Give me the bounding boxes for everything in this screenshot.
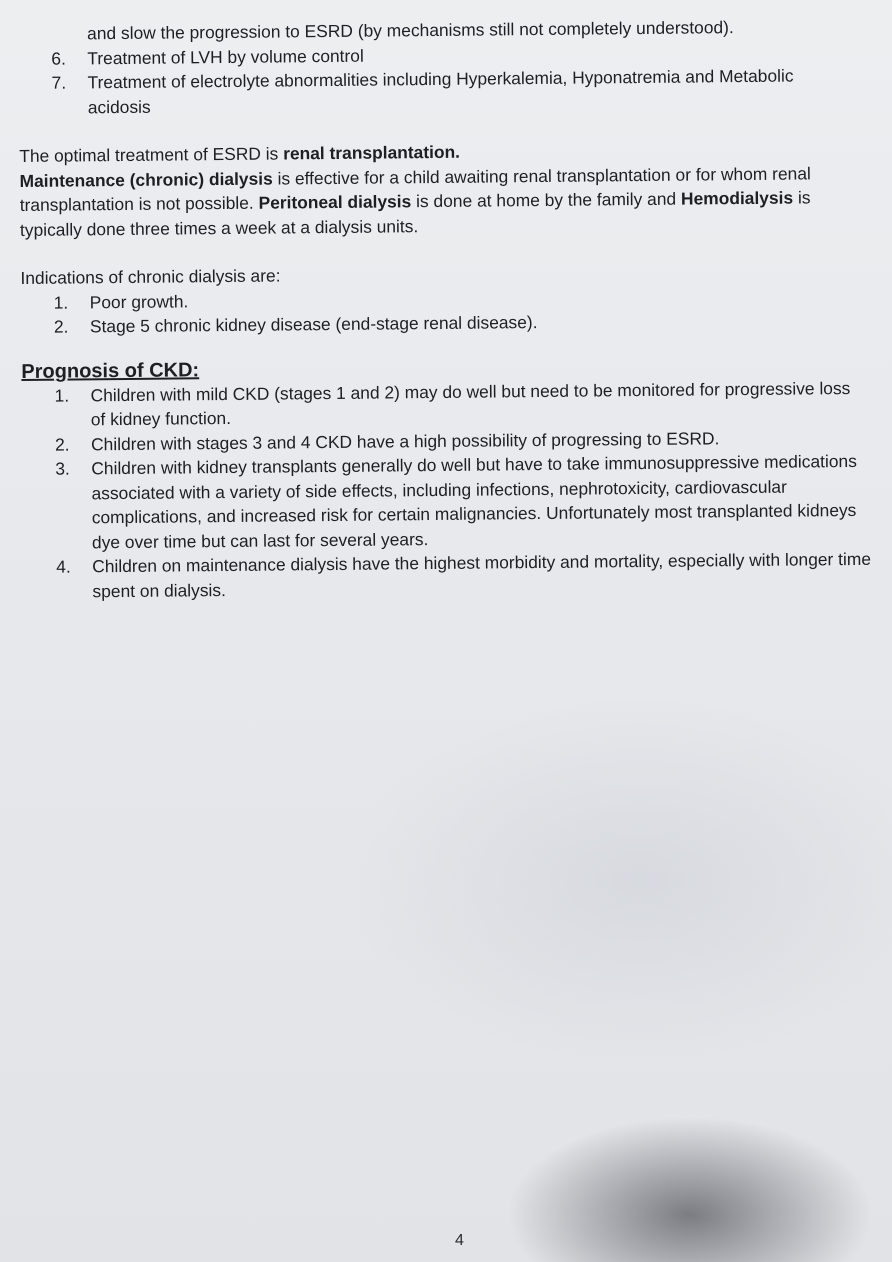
list-item	[22, 449, 858, 555]
text-run: is typically done three times a week at a dialysis units.	[19, 187, 811, 240]
page-number: 4	[455, 1232, 464, 1249]
indications-list	[21, 282, 881, 339]
list-item	[18, 63, 847, 120]
prognosis-list	[21, 375, 872, 604]
list-number: 2.	[53, 316, 69, 337]
list-item-text: Treatment of LVH by volume control	[87, 45, 364, 68]
bold-text: Maintenance (chronic) dialysis	[19, 168, 273, 191]
page-content	[18, 14, 884, 604]
list-number: 1.	[53, 292, 69, 313]
list-item-text: Stage 5 chronic kidney disease (end-stage renal disease).	[89, 312, 538, 337]
list-item-text: Children with stages 3 and 4 CKD have a high possibility of progressing to ESRD.	[90, 427, 720, 454]
list-number: 7.	[51, 72, 67, 93]
list-item-text: Children on maintenance dialysis have the highest morbidity and mortality, especially with longer time spent on dialysis.	[92, 548, 872, 601]
list-item	[23, 547, 892, 604]
list-item-text: Children with mild CKD (stages 1 and 2) may do well but need to be monitored for progressive loss of kidney function.	[90, 377, 851, 430]
indications-intro: Indications of chronic dialysis are:	[20, 265, 281, 288]
text-run: is done at home by the family and	[411, 188, 682, 212]
bold-text: renal transplantation.	[283, 141, 461, 164]
list-continuation: and slow the progression to ESRD (by mechanisms still not completely understood).	[87, 17, 734, 44]
text-run: The optimal treatment of ESRD is	[19, 143, 284, 166]
list-number: 1.	[54, 385, 70, 406]
list-item-text: Poor growth.	[89, 290, 189, 312]
text-run: is effective for a child awaiting renal transplantation or for whom renal transplantation is not possible.	[19, 162, 811, 215]
bold-text: Hemodialysis	[680, 187, 794, 209]
bold-text: Peritoneal dialysis	[258, 191, 412, 213]
list-item	[21, 375, 856, 432]
treatment-list-continued	[18, 38, 879, 120]
list-number: 2.	[54, 434, 70, 455]
list-number: 4.	[56, 556, 71, 577]
list-number: 6.	[51, 48, 66, 69]
list-item-text: Treatment of electrolyte abnormalities including Hyperkalemia, Hyponatremia and Metabolic acidosis	[87, 65, 794, 117]
list-number: 3.	[55, 458, 70, 479]
prognosis-heading: Prognosis of CKD:	[21, 358, 200, 383]
treatment-paragraph-2	[19, 160, 875, 242]
list-item-text: Children with kidney transplants generally do well but have to take immunosuppressive medications associated with a variety of side effects, including infections, nephrotoxicity, cardiovascular complications, and increased risk for certain malignancies. Unfortunately most transplanted kidneys dye over time but can last for several years.	[91, 450, 857, 552]
